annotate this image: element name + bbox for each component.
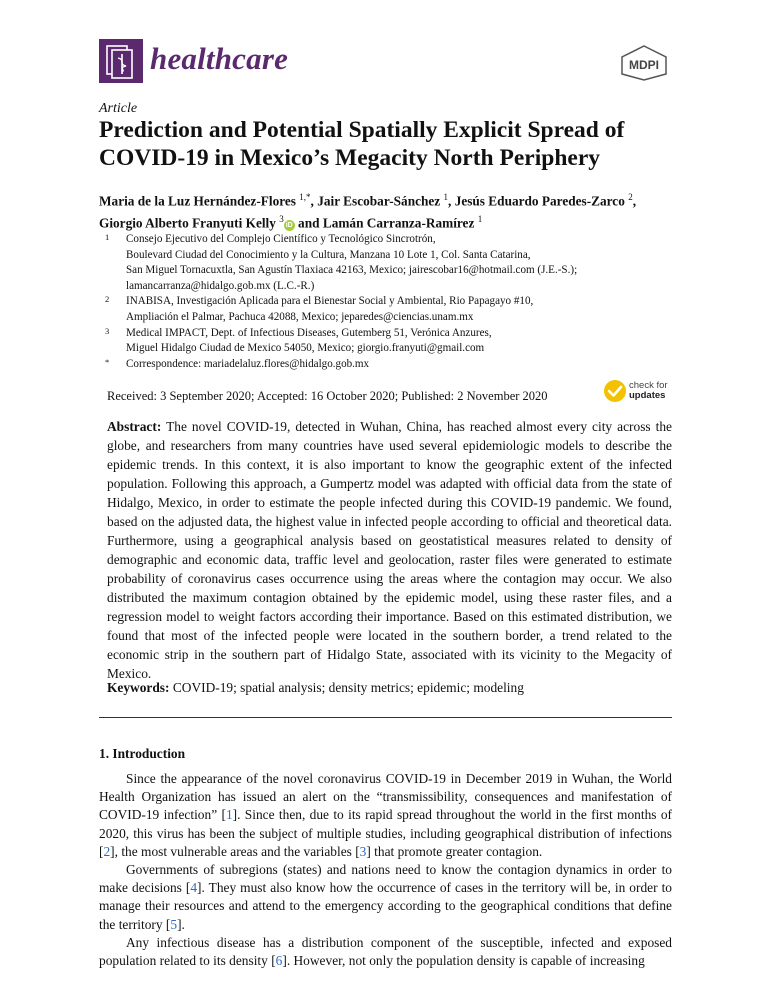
abstract-label: Abstract: [107, 419, 162, 434]
citation-link[interactable]: 2 [103, 843, 111, 859]
citation-link[interactable]: 6 [275, 953, 283, 969]
author-name: Jair Escobar-Sánchez [317, 193, 441, 209]
affiliation-text: Consejo Ejecutivo del Complejo Científico y Tecnológico Sincrotrón, Boulevard Ciudad del Conocimiento y la Cultura, Manzana 10 Lote 1, Col. Santa Catarina, San Miguel Tornacuxtla, San Agustín Tlaxiaca 42163, Mexico; jairescobar16@hotmail.com (J.E.-S.); lamancarranza@hidalgo.gob.mx (L.C.-R.) [126, 233, 578, 292]
citation-link[interactable]: 3 [359, 843, 367, 859]
citation-link[interactable]: 1 [225, 807, 233, 823]
affiliation-number: 1 [105, 232, 110, 242]
author-affiliation-mark: 2 [628, 192, 633, 202]
body-text [99, 770, 672, 970]
section-heading: 1. Introduction [99, 746, 186, 761]
keywords-label: Keywords: [107, 680, 170, 695]
publisher-name: MDPI [629, 58, 659, 72]
keywords-text: COVID-19; spatial analysis; density metrics; epidemic; modeling [172, 680, 524, 695]
affiliation-item [99, 232, 679, 294]
check-updates-line1: check for [629, 380, 668, 391]
affiliation-number: 3 [105, 325, 110, 336]
paragraph: Governments of subregions (states) and nations need to know the contagion dynamics in order to make decisions [4]. They must also know how the occurrence of cases in the territory will be, in order to manage their resources and attend to the emergency according to the geographical conditions that define the territory [5]. [99, 862, 672, 932]
affiliation-item [99, 357, 679, 373]
affiliation-item [99, 294, 679, 325]
journal-name: healthcare [150, 41, 289, 76]
author-name: Maria de la Luz Hernández-Flores [99, 193, 296, 209]
abstract [107, 417, 672, 683]
paragraph: Any infectious disease has a distribution component of the susceptible, infected and exposed population related to its density [6]. However, not only the population density is capable of increasing [99, 934, 672, 969]
author-affiliation-mark: 1 [477, 214, 483, 225]
article-type: Article [99, 101, 138, 116]
affiliation-text: Medical IMPACT, Dept. of Infectious Diseases, Gutemberg 51, Verónica Anzures, Miguel Hidalgo Ciudad de Mexico 54050, Mexico; giorgio.franyuti@gmail.com [126, 326, 492, 355]
check-updates-icon [603, 379, 627, 403]
author-affiliation-mark: 3 [279, 214, 284, 225]
author-affiliation-mark: 1,* [299, 192, 311, 202]
author-list: Maria de la Luz Hernández-Flores $^{1,*}$, Jair Escobar-Sánchez $^1$, Jesús Eduardo Paredes-Zarco $^2$, Giorgio Alberto Franyuti Kelly $^3$iD and Lamán Carranza-Ramírez $^1$ [99, 192, 637, 231]
check-updates-line2: updates [629, 390, 666, 401]
healthcare-journal-logo [99, 39, 143, 83]
section-divider [99, 717, 672, 718]
mdpi-logo [620, 45, 668, 81]
citation-link[interactable]: 5 [170, 916, 178, 932]
author-name: Lamán Carranza-Ramírez [322, 215, 475, 231]
affiliation-number: 2 [105, 294, 110, 305]
check-for-updates-badge[interactable] [603, 377, 673, 405]
paragraph: Since the appearance of the novel coronavirus COVID-19 in December 2019 in Wuhan, the World Health Organization has issued an alert on the “transmissibility, consequences and manifestation of COVID-19 infection” [1]. Since then, due to its rapid spread throughout the world in the first months of 2020, this virus has been the subject of multiple studies, including geographical distribution of infections [2], the most vulnerable areas and the variables [3] that promote greater contagion. [99, 771, 672, 859]
keywords [107, 680, 672, 696]
abstract-text: The novel COVID-19, detected in Wuhan, China, has reached almost every city across the globe, and researchers from many countries have used several epidemiologic models to describe the epidemic trends. In this context, it is also important to know the geographic extent of the infected population. Following this approach, a Gumpertz model was adapted with official data from the state of Hidalgo, Mexico, in order to estimate the people infected during this COVID-19 pandemic. We found, based on the adjusted data, the highest value in infected people according to official and theoretical data. Furthermore, using a geographical analysis based on geostatistical measures related to density of demographic and economic data, traffic level and geolocation, raster files were generated to estimate probability of coronavirus cases occurrence using the areas where the contagion may occur. We also distributed the maximum contagion obtained by the epidemic model, using these raster files, and a regression model to weight factors according their importance. Based on this estimated distribution, we found that most of the infected people were located in the southern border, a trend related to the economic strip in the southern part of Hidalgo State, associated with its vicinity to the Megacity of Mexico. [107, 419, 672, 681]
citation-link[interactable]: 4 [190, 880, 198, 896]
affiliation-text: Correspondence: mariadelaluz.flores@hidalgo.gob.mx [126, 357, 370, 370]
author-name: Giorgio Alberto Franyuti Kelly [99, 215, 276, 231]
author-name: Jesús Eduardo Paredes-Zarco [454, 193, 625, 209]
orcid-icon[interactable]: iD [285, 221, 293, 229]
affiliation-number: * [105, 356, 110, 367]
publication-dates: Received: 3 September 2020; Accepted: 16 October 2020; Published: 2 November 2020 [107, 389, 548, 403]
affiliation-list [99, 232, 679, 372]
author-affiliation-mark: 1 [443, 192, 449, 202]
affiliation-text: INABISA, Investigación Aplicada para el Bienestar Social y Ambiental, Rio Papagayo #10, Ampliación el Palmar, Pachuca 42088, Mexico; jeparedes@ciencias.unam.mx [126, 295, 534, 323]
affiliation-item [99, 326, 679, 357]
article-title: Prediction and Potential Spatially Explicit Spread of COVID-19 in Mexico’s Megacity North Periphery [99, 117, 625, 171]
